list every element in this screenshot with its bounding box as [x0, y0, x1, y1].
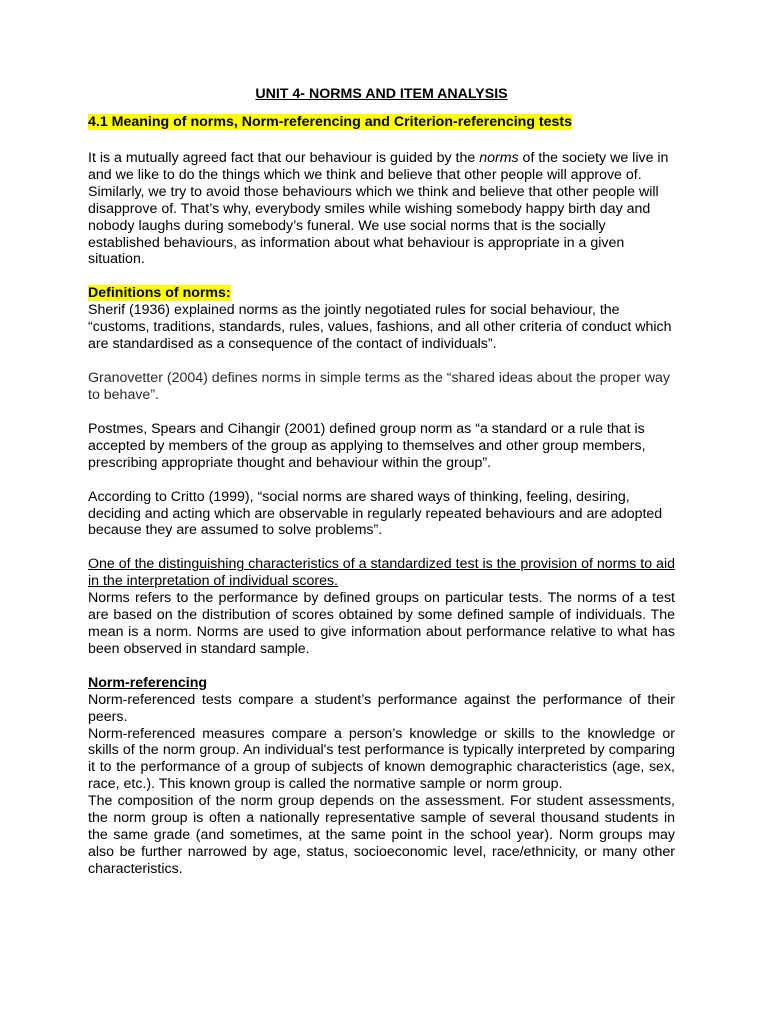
intro-text-end: of the society we live in and we like to do the things which we think and believe that other people will approve of. Similarly, we try to avoid those behaviours which we think and believe that other people will disapprove of. That’s why, everybody smiles while wishing somebody happy birth day and nobody laughs during somebody’s funeral. We use social norms that is the socially established behaviours, as information about what behaviour is appropriate in a given situation. [88, 150, 669, 268]
section-heading-highlight: 4.1 Meaning of norms, Norm-referencing and Criterion-referencing tests [88, 114, 573, 130]
intro-text-start: It is a mutually agreed fact that our behaviour is guided by the [88, 150, 480, 166]
norm-referencing-paragraph-2: Norm-referenced measures compare a person’s knowledge or skills to the knowledge or skills of the norm group. An individual's test performance is typically interpreted by comparing it to the performance of a group of subjects of known demographic characteristics (age, sex, race, etc.). This known group is called the normative sample or norm group. [88, 725, 675, 793]
definitions-heading [88, 285, 675, 302]
norm-referencing-paragraph-3: The composition of the norm group depends on the assessment. For student assessments, the norm group is often a nationally representative sample of several thousand students in the same grade (and sometimes, at the same point in the school year). Norm groups may also be further narrowed by age, status, socioeconomic level, race/ethnicity, or many other characteristics. [88, 793, 675, 877]
definition-postmes: Postmes, Spears and Cihangir (2001) defined group norm as “a standard or a rule that is accepted by members of the group as applying to themselves and other group members, prescribing appropriate thought and behaviour within the group”. [88, 420, 646, 471]
norm-referencing-heading: Norm-referencing [88, 674, 208, 691]
definition-granovetter: Granovetter (2004) defines norms in simple terms as the “shared ideas about the proper way to behave”. [88, 370, 670, 403]
document-page [88, 86, 675, 878]
document-title: UNIT 4- NORMS AND ITEM ANALYSIS [255, 86, 508, 102]
definition-critto: According to Critto (1999), “social norms are shared ways of thinking, feeling, desiring, deciding and acting which are observable in regularly repeated behaviours and are adopted because they are assumed to solve problems”. [88, 488, 663, 539]
intro-paragraph [88, 150, 675, 268]
norm-referencing-paragraph-1: Norm-referenced tests compare a student’s performance against the performance of their peers. [88, 691, 675, 725]
section-heading [88, 114, 675, 131]
norms-explanation: Norms refers to the performance by defined groups on particular tests. The norms of a test are based on the distribution of scores obtained by some defined sample of individuals. The mean is a norm. Norms are used to give information about performance relative to what has been observed in standard sample. [88, 590, 675, 657]
definition-sherif: Sherif (1936) explained norms as the jointly negotiated rules for social behaviour, the “customs, traditions, standards, rules, values, fashions, and all other criteria of conduct which are standardised as a consequence of the contact of individuals”. [88, 302, 672, 353]
standardized-test-statement: One of the distinguishing characteristics of a standardized test is the provision of norms to aid in the interpretation of individual scores. [88, 556, 675, 590]
intro-italic-norms: norms [479, 150, 519, 166]
definitions-heading-highlight: Definitions of norms: [88, 285, 231, 302]
